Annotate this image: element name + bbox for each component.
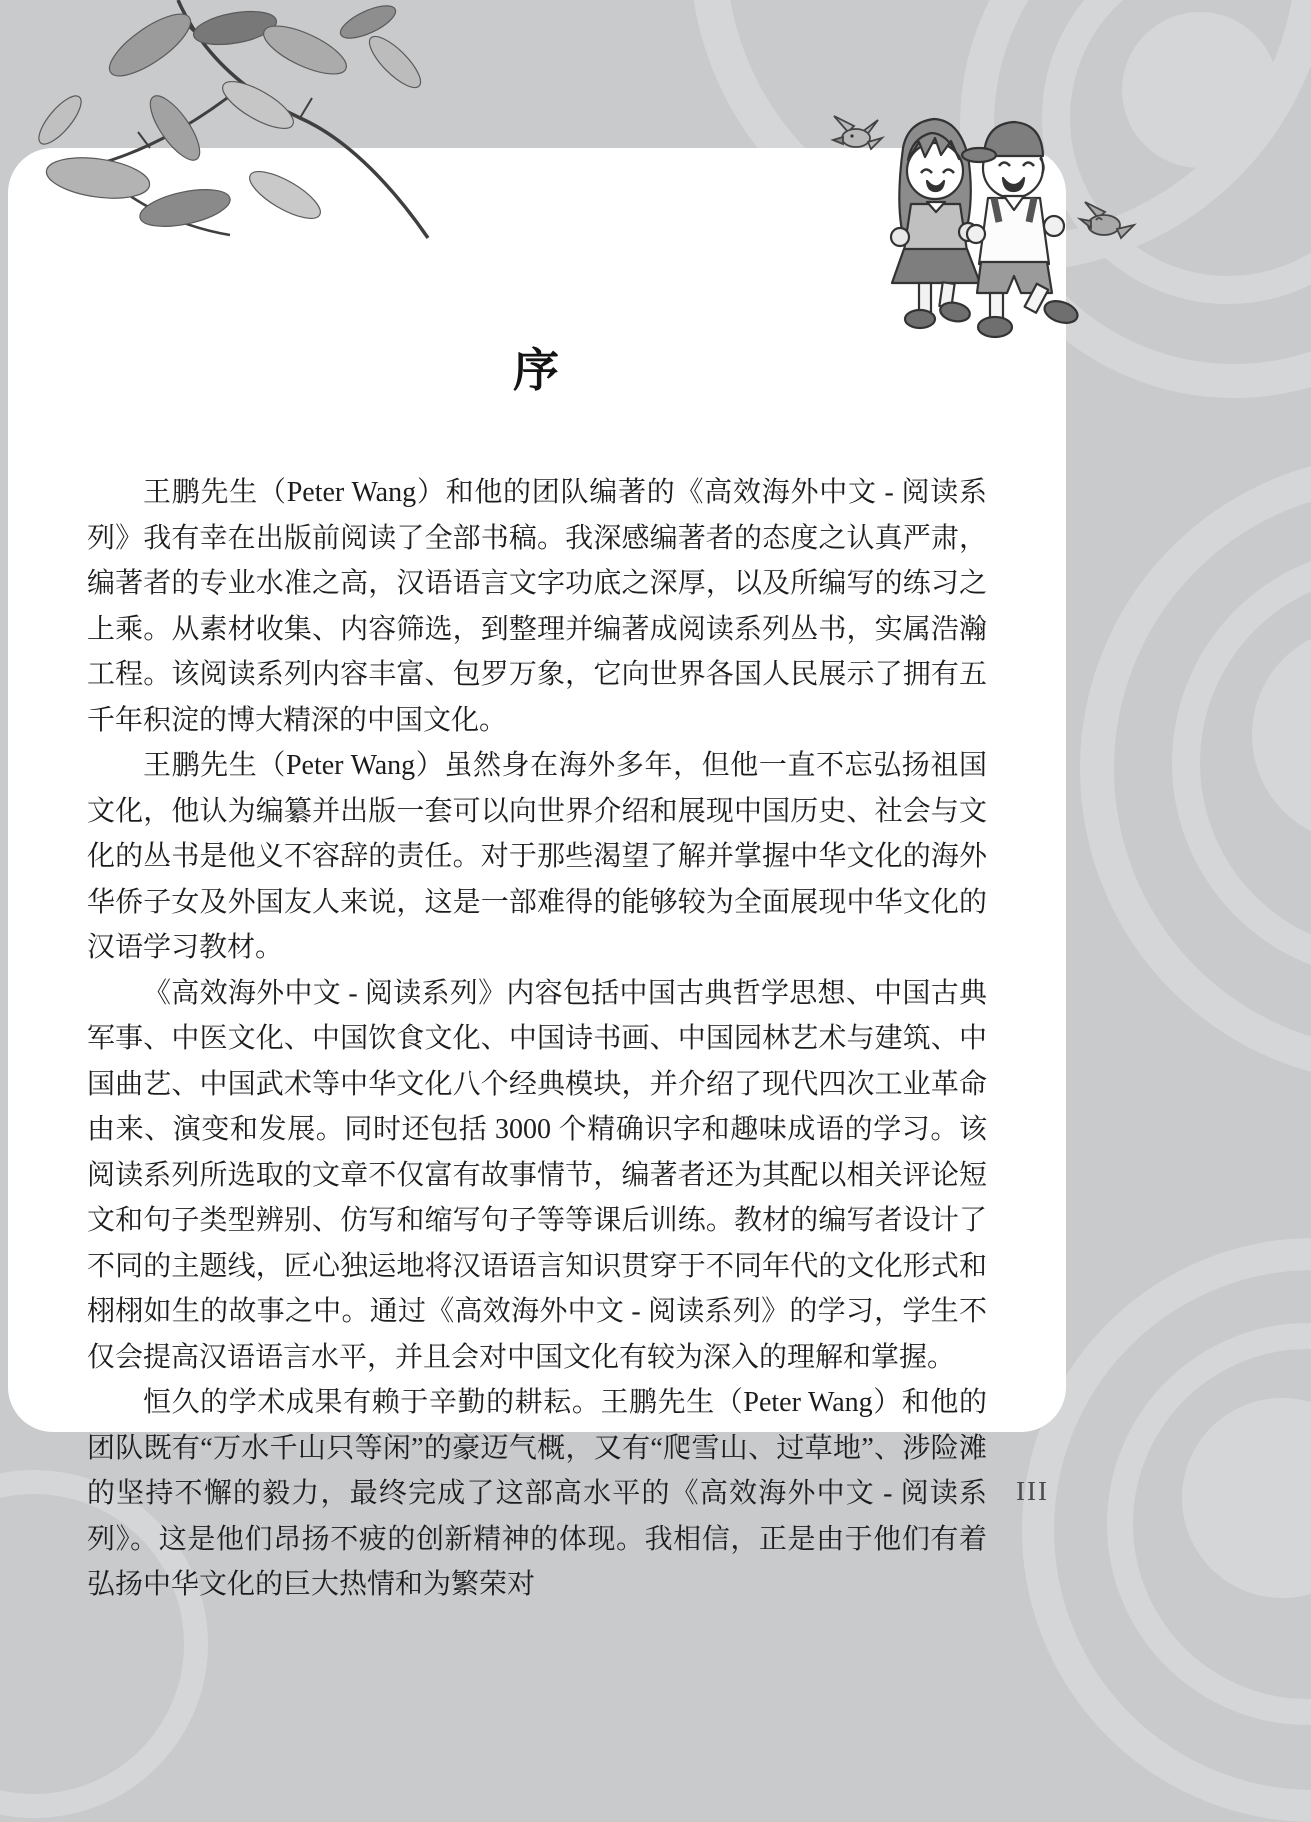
bird-icon (1080, 202, 1134, 238)
boy-figure (962, 122, 1080, 337)
page-number: III (1016, 1476, 1049, 1506)
branch-leaves (32, 0, 427, 233)
paragraph-3: 《高效海外中文 - 阅读系列》内容包括中国古典哲学思想、中国古典军事、中医文化、中国饮食文化、中国诗书画、中国园林艺术与建筑、中国曲艺、中国武术等中华文化八个经典模块，并介绍了现代四次工业革命由来、演变和发展。同时还包括 3000 个精确识字和趣味成语的学习。该阅读系列所选取的文章不仅富有故事情节，编著者还为其配以相关评论短文和句子类型辨别、仿写和缩写句子等等课后训练。教材的编写者设计了不同的主题线，匠心独运地将汉语语言知识贯穿于不同年代的文化形式和栩栩如生的故事之中。通过《高效海外中文 - 阅读系列》的学习，学生不仅会提高汉语语言水平，并且会对中国文化有较为深入的理解和掌握。 (87, 977, 987, 1373)
paragraph-1: 王鹏先生（Peter Wang）和他的团队编著的《高效海外中文 - 阅读系列》我有幸在出版前阅读了全部书稿。我深感编著者的态度之认真严肃，编著者的专业水准之高，汉语语言文字功底之深厚，以及所编写的练习之上乘。从素材收集、内容筛选，到整理并编著成阅读系列丛书，实属浩瀚工程。该阅读系列内容丰富、包罗万象，它向世界各国人民展示了拥有五千年积淀的博大精深的中国文化。 (87, 477, 987, 736)
children-illustration (808, 86, 1138, 348)
page-title: 序 (513, 344, 561, 396)
preface-text (87, 470, 987, 1608)
paragraph-2: 王鹏先生（Peter Wang）虽然身在海外多年，但他一直不忘弘扬祖国文化，他认为编纂并出版一套可以向世界介绍和展现中国历史、社会与文化的丛书是他义不容辞的责任。对于那些渴望了解并掌握中华文化的海外华侨子女及外国友人来说，这是一部难得的能够较为全面展现中华文化的汉语学习教材。 (87, 750, 987, 963)
leafy-branch-illustration (0, 0, 440, 250)
bird-icon (833, 116, 882, 149)
paragraph-4: 恒久的学术成果有赖于辛勤的耕耘。王鹏先生（Peter Wang）和他的团队既有“万水千山只等闲”的豪迈气概，又有“爬雪山、过草地”、涉险滩的坚持不懈的毅力，最终完成了这部高水平的《高效海外中文 - 阅读系列》。这是他们昂扬不疲的创新精神的体现。我相信，正是由于他们有着弘扬中华文化的巨大热情和为繁荣对 (87, 1387, 987, 1600)
